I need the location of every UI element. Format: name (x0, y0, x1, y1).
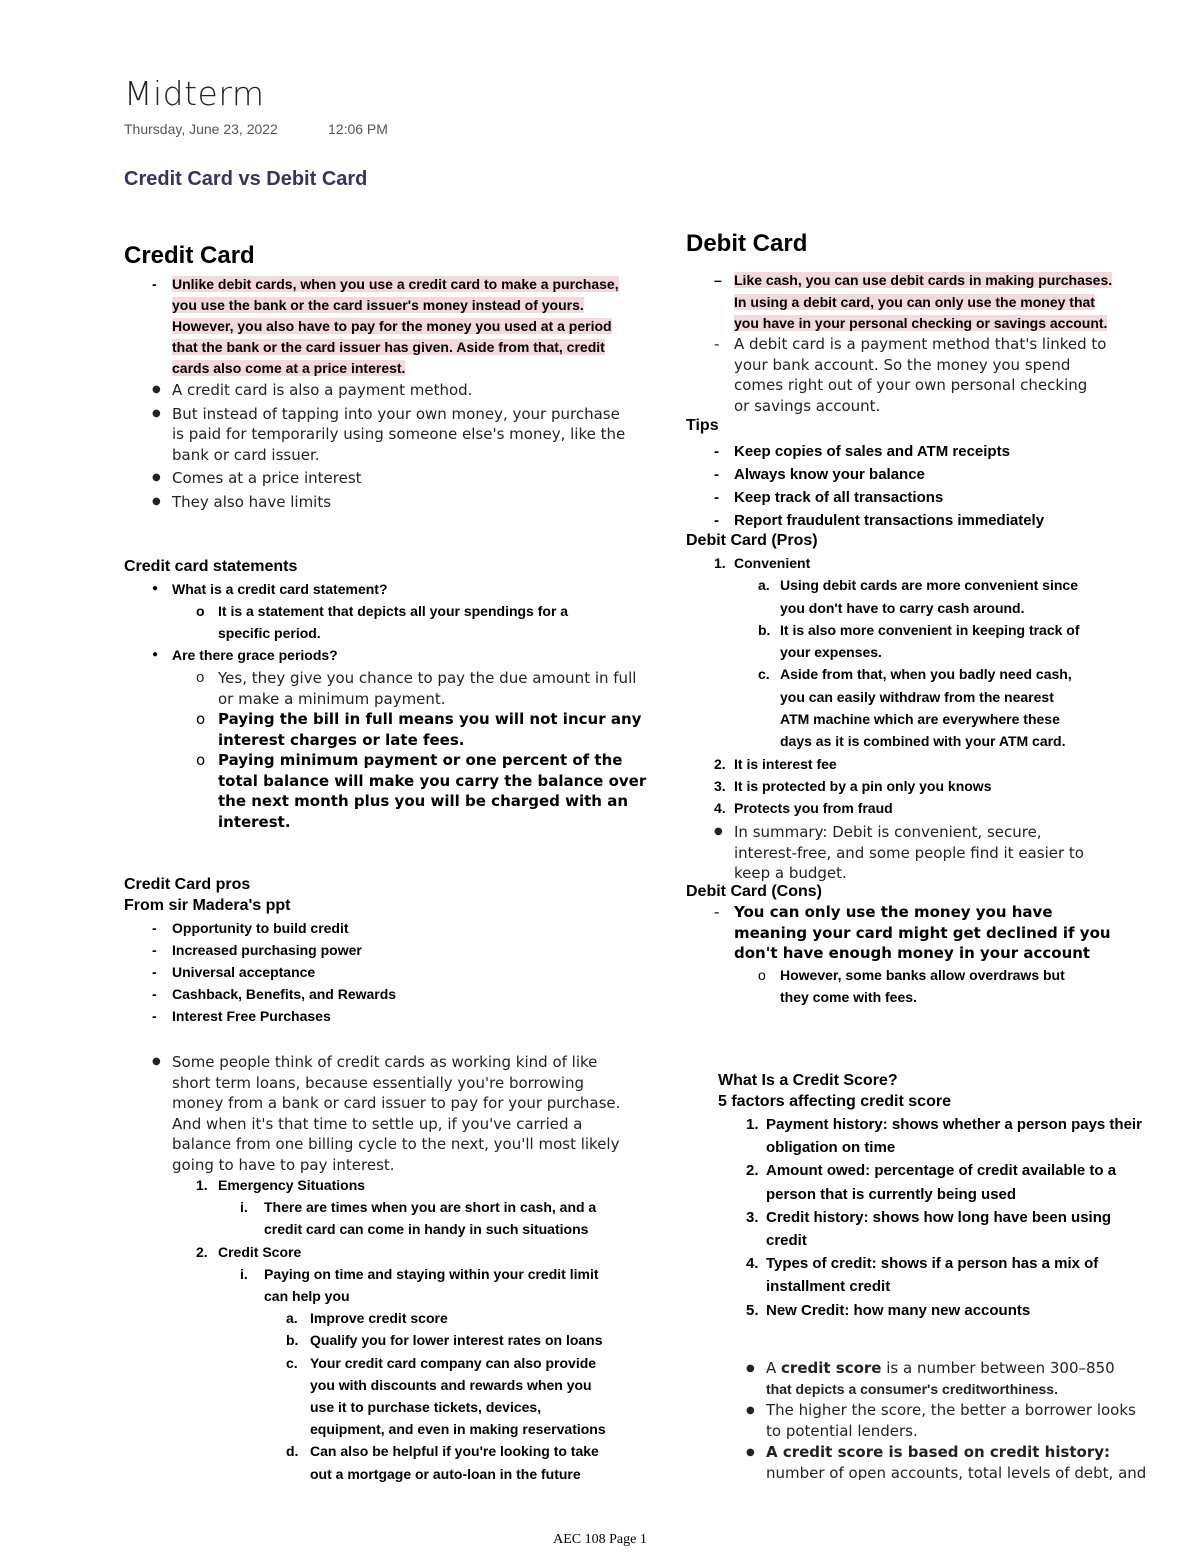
page-footer: AEC 108 Page 1 (553, 1532, 647, 1547)
credit-score-heading: What Is a Credit Score? (718, 1072, 898, 1089)
debit-pro: Convenient (734, 555, 811, 571)
score-factor: installment credit (766, 1278, 891, 1296)
score-bullet-pre: A (766, 1359, 782, 1377)
score-factor: person that is currently being used (766, 1185, 1017, 1203)
use-sub: Can also be helpful if you're looking to take (310, 1443, 599, 1460)
score-factor: New Credit: how many new accounts (766, 1301, 1031, 1319)
debit-pro-detail: you can easily withdraw from the nearest (780, 688, 1054, 705)
grace-answer: the next month plus you will be charged with an (218, 792, 629, 810)
tip-item: Keep copies of sales and ATM receipts (734, 443, 1010, 460)
tip-item: Keep track of all transactions (734, 489, 944, 506)
use-sub: out a mortgage or auto-loan in the future (310, 1465, 581, 1482)
use-item: Emergency Situations (218, 1177, 366, 1193)
use-sub: use it to purchase tickets, devices, (310, 1399, 542, 1416)
loan-line: And when it's that time to settle up, if you've carried a (172, 1114, 583, 1133)
tips-list: - Keep copies of sales and ATM receipts - Always know your balance - Keep track of all transactions - Report fraudulent transactions immediately (714, 443, 1045, 529)
use-sub: Your credit card company can also provide (310, 1354, 597, 1371)
use-detail: can help you (264, 1288, 350, 1305)
score-factor: obligation on time (766, 1139, 896, 1157)
statement-question: Are there grace periods? (172, 647, 338, 663)
score-factor: Types of credit: shows if a person has a mix of (766, 1255, 1099, 1273)
grace-answer: or make a minimum payment. (218, 689, 446, 708)
tip-item: Report fraudulent transactions immediately (734, 512, 1045, 529)
debit-pro-detail: days as it is combined with your ATM card. (780, 733, 1066, 750)
statements-block: ● What is a credit card statement? o It is a statement that depicts all your spendings for a specific period. ● Are there grace periods? (152, 581, 569, 663)
debit-intro2-line: A debit card is a payment method that's linked to (734, 335, 1107, 353)
score-factors: 1. Payment history: shows whether a person pays their obligation on time 2. Amount owed: percentage of credit available to a person that is currently being used 3. Credit history: shows how long have been using credit 4. Types of credit: shows if a person has a mix of installment credit 5. New Credit: how many new accounts (746, 1116, 1142, 1319)
debit-intro2-line: or savings account. (734, 396, 881, 415)
credit-pros-list: - Opportunity to build credit - Increased purchasing power - Universal acceptance - Cashback, Benefits, and Rewards - Interest Free Purchases (152, 920, 397, 1024)
loan-line: money from a bank or card issuer to pay for your purchase. (172, 1094, 621, 1112)
grace-answer: Paying the bill in full means you will not incur any (218, 710, 642, 728)
credit-card-heading: Credit Card (124, 242, 255, 269)
credit-intro-block: - Unlike debit cards, when you use a credit card to make a purchase, you use the bank or the card issuer's money instead of yours. However, you also have to pay for the money you used at a period that the bank or the card issuer has given. Aside from that, credit cards also come at a price interest. (152, 276, 619, 376)
credit-bullet: Comes at a price interest (172, 469, 362, 487)
credit-intro-line: you use the bank or the card issuer's money instead of yours. (172, 297, 584, 313)
credit-score-subheading: 5 factors affecting credit score (718, 1093, 951, 1110)
con-line: don't have enough money in your account (734, 944, 1091, 962)
credit-bullet-cont: is paid for temporarily using someone else's money, like the (172, 425, 626, 443)
use-detail: Paying on time and staying within your credit limit (264, 1265, 599, 1282)
debit-cons-sub: o However, some banks allow overdraws but they come with fees. (758, 967, 1065, 1005)
debit-cons-heading: Debit Card (Cons) (686, 883, 822, 900)
credit-pro-item: Cashback, Benefits, and Rewards (172, 986, 397, 1002)
debit-pro-detail: your expenses. (780, 644, 882, 661)
score-bullet: The higher the score, the better a borrower looks (766, 1401, 1136, 1419)
debit-intro2: - A debit card is a payment method that's linked to your bank account. So the money you spend comes right out of your own personal checking or savings account. (714, 335, 1107, 415)
score-factor: credit (766, 1232, 807, 1250)
score-factor: Amount owed: percentage of credit available to a (766, 1162, 1117, 1180)
grace-answer: interest charges or late fees. (218, 730, 465, 749)
debit-summary: ● In summary: Debit is convenient, secure, interest-free, and some people find it easier to keep a budget. (714, 823, 1084, 882)
credit-pros-source: From sir Madera's ppt (124, 897, 291, 914)
debit-pro: Protects you from fraud (734, 800, 893, 817)
summary-line: keep a budget. (734, 864, 847, 882)
use-item: Credit Score (218, 1243, 302, 1260)
loan-line: balance from one billing cycle to the next, you'll most likely (172, 1135, 620, 1153)
score-bullet-bold: A credit score is based on credit history: (766, 1443, 1111, 1461)
debit-intro-line: Like cash, you can use debit cards in making purchases. (734, 272, 1113, 288)
score-bullets: ● A credit score is a number between 300–850 that depicts a consumer's creditworthiness. ● The higher the score, the better a borrower looks to potential lenders. ● A credit score is based on credit history: number of open accounts, total levels of debt, and (746, 1359, 1147, 1480)
credit-pro-item: Opportunity to build credit (172, 920, 349, 936)
debit-pro-detail: ATM machine which are everywhere these (780, 711, 1060, 728)
loan-line: going to have to pay interest. (172, 1155, 395, 1174)
use-sub: you with discounts and rewards when you (310, 1376, 592, 1393)
grace-answer: Yes, they give you chance to pay the due amount in full (218, 669, 637, 687)
grace-answers: o Yes, they give you chance to pay the due amount in full or make a minimum payment. (196, 669, 637, 708)
statements-heading: Credit card statements (124, 558, 298, 575)
use-detail: There are times when you are short in cash, and a (264, 1199, 597, 1216)
credit-intro-line: However, you also have to pay for the money you used at a period (172, 318, 612, 334)
debit-intro2-line: comes right out of your own personal checking (734, 376, 1088, 394)
score-bullet-post: is a number between 300–850 (881, 1359, 1115, 1377)
credit-uses-list: 1. Emergency Situations i. There are times when you are short in cash, and a credit card can come in handy in such situations 2. Credit Score i. Paying on time and staying within your credit limit can help you a. Improve credit score b. Qualify you for lower interest rates on loans c. Your credit card company can also provide you with discounts and rewards when you use it to purchase tickets, devices, equipment, and even in making reservations d. Can also be helpful if you're looking to take out a mortgage or auto-loan in the future (196, 1177, 606, 1482)
credit-bullet: A credit card is also a payment method. (172, 381, 473, 399)
debit-pros-heading: Debit Card (Pros) (686, 532, 818, 549)
credit-intro-line: that the bank or the card issuer has given. Aside from that, credit (172, 339, 605, 355)
debit-intro-line: In using a debit card, you can only use the money that (734, 293, 1095, 310)
grace-answer: Paying minimum payment or one percent of the (218, 751, 623, 769)
page-title: Midterm (124, 74, 265, 113)
use-sub: Qualify you for lower interest rates on loans (310, 1332, 603, 1349)
debit-pros-list: 1. Convenient a. Using debit cards are more convenient since you don't have to carry cash around. b. It is also more convenient in keeping track of your expenses. c. Aside from that, when you badly need cash, you can easily withdraw from the nearest ATM machine which are everywhere these days as it is combined with your ATM card. 2. It is interest fee 3. It is protected by a pin only you knows 4. Protects you from fraud (714, 555, 1080, 817)
credit-bullet: They also have limits (172, 492, 332, 511)
statement-answer: specific period. (218, 625, 321, 641)
credit-bullets: ● A credit card is also a payment method. ● But instead of tapping into your own money, your purchase is paid for temporarily using someone else's money, like the bank or card issuer. ● Comes at a price interest ● They also have limits (152, 381, 626, 511)
debit-pro-detail: It is also more convenient in keeping track of (780, 621, 1080, 638)
summary-line: In summary: Debit is convenient, secure, (734, 823, 1042, 841)
debit-intro2-line: your bank account. So the money you spend (734, 355, 1071, 374)
credit-intro-line: cards also come at a price interest. (172, 360, 406, 376)
page-subtitle: Credit Card vs Debit Card (124, 168, 368, 190)
credit-intro-line: Unlike debit cards, when you use a credit card to make a purchase, (172, 276, 619, 292)
use-sub: Improve credit score (310, 1310, 448, 1327)
debit-pro-detail: Using debit cards are more convenient since (780, 577, 1078, 594)
page-date: Thursday, June 23, 2022 (124, 121, 278, 137)
credit-pro-item: Interest Free Purchases (172, 1008, 331, 1024)
debit-pro-detail: Aside from that, when you badly need cash, (780, 666, 1072, 683)
score-factor: Payment history: shows whether a person pays their (766, 1116, 1142, 1133)
credit-pro-item: Increased purchasing power (172, 942, 362, 958)
use-detail: credit card can come in handy in such situations (264, 1221, 589, 1238)
page-time: 12:06 PM (328, 121, 388, 137)
debit-pro-detail: you don't have to carry cash around. (780, 599, 1025, 616)
grace-answer: total balance will make you carry the balance over (218, 771, 647, 790)
con-line: You can only use the money you have (734, 903, 1053, 921)
score-bullet: to potential lenders. (766, 1422, 918, 1440)
score-bullet: number of open accounts, total levels of debt, and (766, 1464, 1147, 1480)
statement-question: What is a credit card statement? (172, 581, 388, 597)
debit-intro-block: – Like cash, you can use debit cards in making purchases. In using a debit card, you can only use the money that you have in your personal checking or savings account. (714, 272, 1113, 331)
debit-pro: It is interest fee (734, 755, 837, 772)
debit-card-heading: Debit Card (686, 230, 808, 257)
summary-line: interest-free, and some people find it easier to (734, 843, 1084, 862)
score-bullet-line: that depicts a consumer's creditworthiness. (766, 1381, 1058, 1397)
loan-paragraph: ● Some people think of credit cards as working kind of like short term loans, because essentially you're borrowing money from a bank or card issuer to pay for your purchase. And when it's that time to settle up, if you've carried a balance from one billing cycle to the next, you'll most likely going to have to pay interest. (152, 1053, 621, 1174)
score-bullet-bold: credit score (781, 1359, 882, 1377)
con-line: meaning your card might get declined if you (734, 923, 1111, 942)
credit-pro-item: Universal acceptance (172, 964, 316, 980)
credit-pros-heading: Credit Card pros (124, 876, 251, 893)
score-factor: Credit history: shows how long have been using (766, 1208, 1112, 1226)
con-sub-line: they come with fees. (780, 989, 917, 1005)
loan-line: Some people think of credit cards as working kind of like (172, 1053, 598, 1071)
use-sub: equipment, and even in making reservations (310, 1421, 606, 1438)
credit-bullet: But instead of tapping into your own money, your purchase (172, 404, 620, 423)
grace-answers-bold: o Paying the bill in full means you will not incur any interest charges or late fees. o Paying minimum payment or one percent of the total balance will make you carry the balance over the next month plus you will be charged with an interest. (196, 710, 647, 831)
grace-answer: interest. (218, 812, 291, 831)
tip-item: Always know your balance (734, 466, 925, 483)
debit-pro: It is protected by a pin only you knows (734, 777, 992, 794)
statement-answer: It is a statement that depicts all your spendings for a (218, 603, 569, 619)
tips-heading: Tips (686, 417, 719, 434)
loan-line: short term loans, because essentially you're borrowing (172, 1073, 585, 1092)
debit-cons-list: - You can only use the money you have meaning your card might get declined if you don't have enough money in your account (714, 903, 1111, 962)
con-sub-line: However, some banks allow overdraws but (780, 967, 1065, 983)
credit-bullet-cont: bank or card issuer. (172, 445, 320, 464)
debit-intro-line: you have in your personal checking or savings account. (734, 315, 1108, 331)
